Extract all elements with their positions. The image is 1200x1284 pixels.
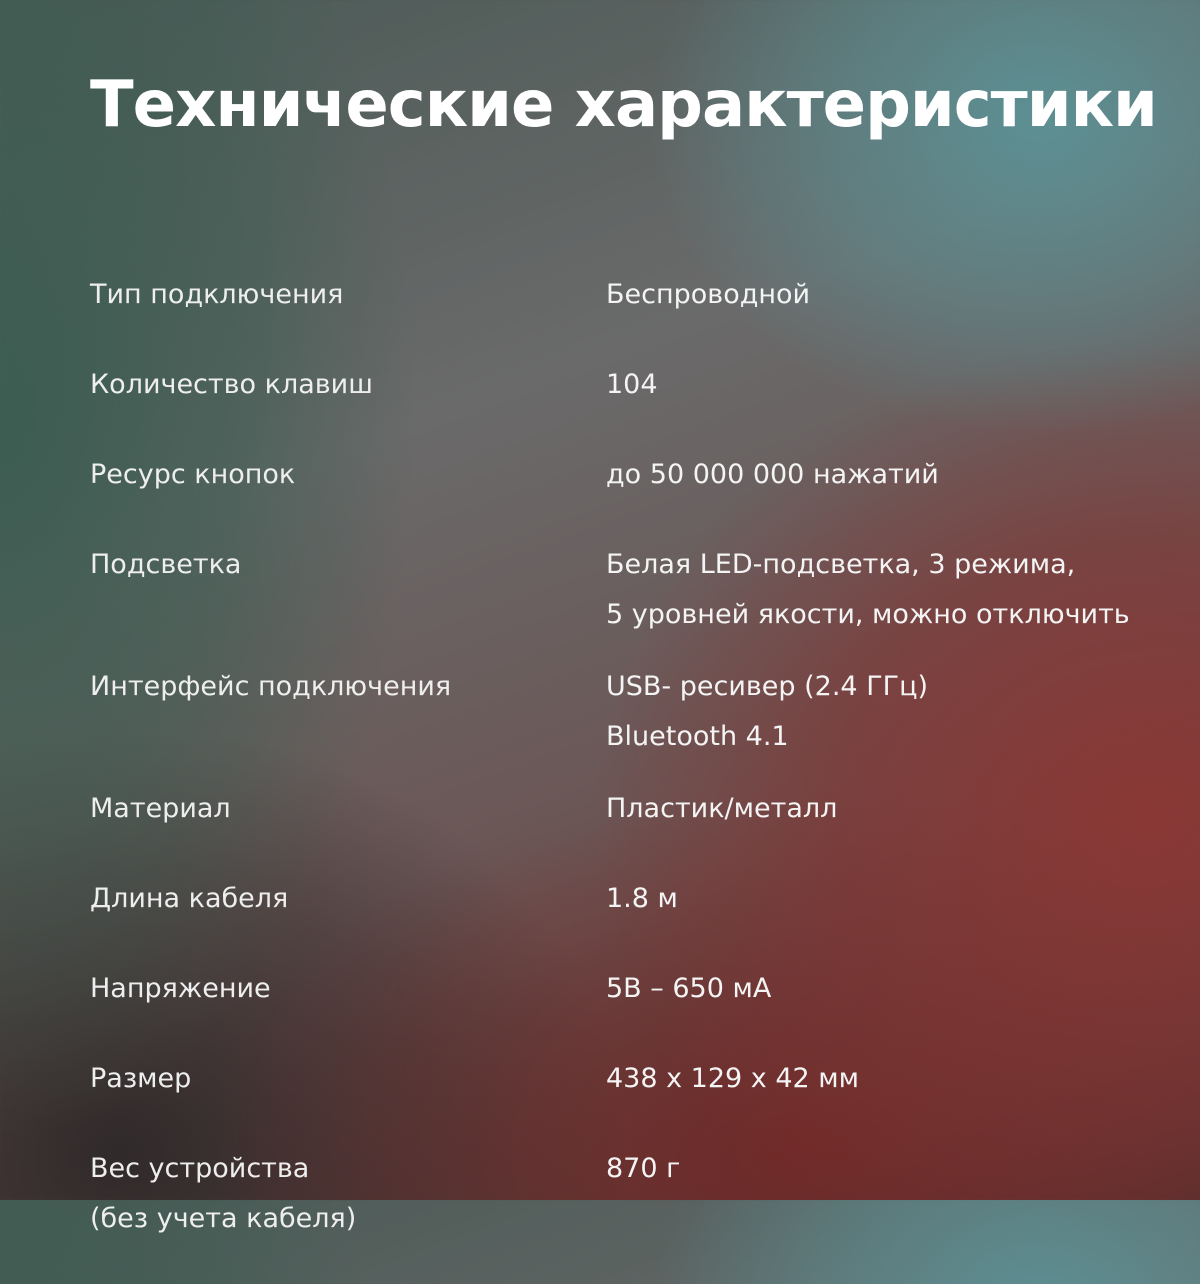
spec-label: Количество клавиш [90, 369, 373, 400]
spec-row-interface [90, 662, 1180, 762]
spec-value: USB- ресивер (2.4 ГГц) Bluetooth 4.1 [606, 671, 929, 752]
spec-value: 1.8 м [606, 883, 678, 914]
spec-label: Вес устройства (без учета кабеля) [90, 1153, 357, 1234]
spec-label: Тип подключения [90, 279, 344, 310]
spec-value: 438 х 129 х 42 мм [606, 1063, 860, 1094]
spec-row-connection-type [90, 270, 1180, 320]
spec-label: Интерфейс подключения [90, 671, 452, 702]
spec-row-key-lifespan [90, 450, 1180, 500]
spec-label: Ресурс кнопок [90, 459, 296, 490]
specs-table [90, 270, 1180, 1284]
spec-row-voltage [90, 964, 1180, 1014]
page-title: Технические характеристики [90, 68, 1157, 142]
spec-row-key-count [90, 360, 1180, 410]
spec-row-material [90, 784, 1180, 834]
spec-row-backlight [90, 540, 1180, 640]
spec-value: Пластик/металл [606, 793, 838, 824]
spec-row-size [90, 1054, 1180, 1104]
spec-label: Размер [90, 1063, 192, 1094]
spec-label: Подсветка [90, 549, 242, 580]
spec-value: до 50 000 000 нажатий [606, 459, 939, 490]
spec-label: Длина кабеля [90, 883, 289, 914]
spec-value: Белая LED-подсветка, 3 режима, 5 уровней якости, можно отключить [606, 549, 1130, 630]
spec-value: 870 г [606, 1153, 681, 1184]
spec-value: Беспроводной [606, 279, 811, 310]
spec-label: Материал [90, 793, 231, 824]
spec-value: 104 [606, 369, 658, 400]
spec-label: Напряжение [90, 973, 271, 1004]
spec-row-cable-length [90, 874, 1180, 924]
spec-value: 5В – 650 мА [606, 973, 772, 1004]
spec-row-weight [90, 1144, 1180, 1244]
